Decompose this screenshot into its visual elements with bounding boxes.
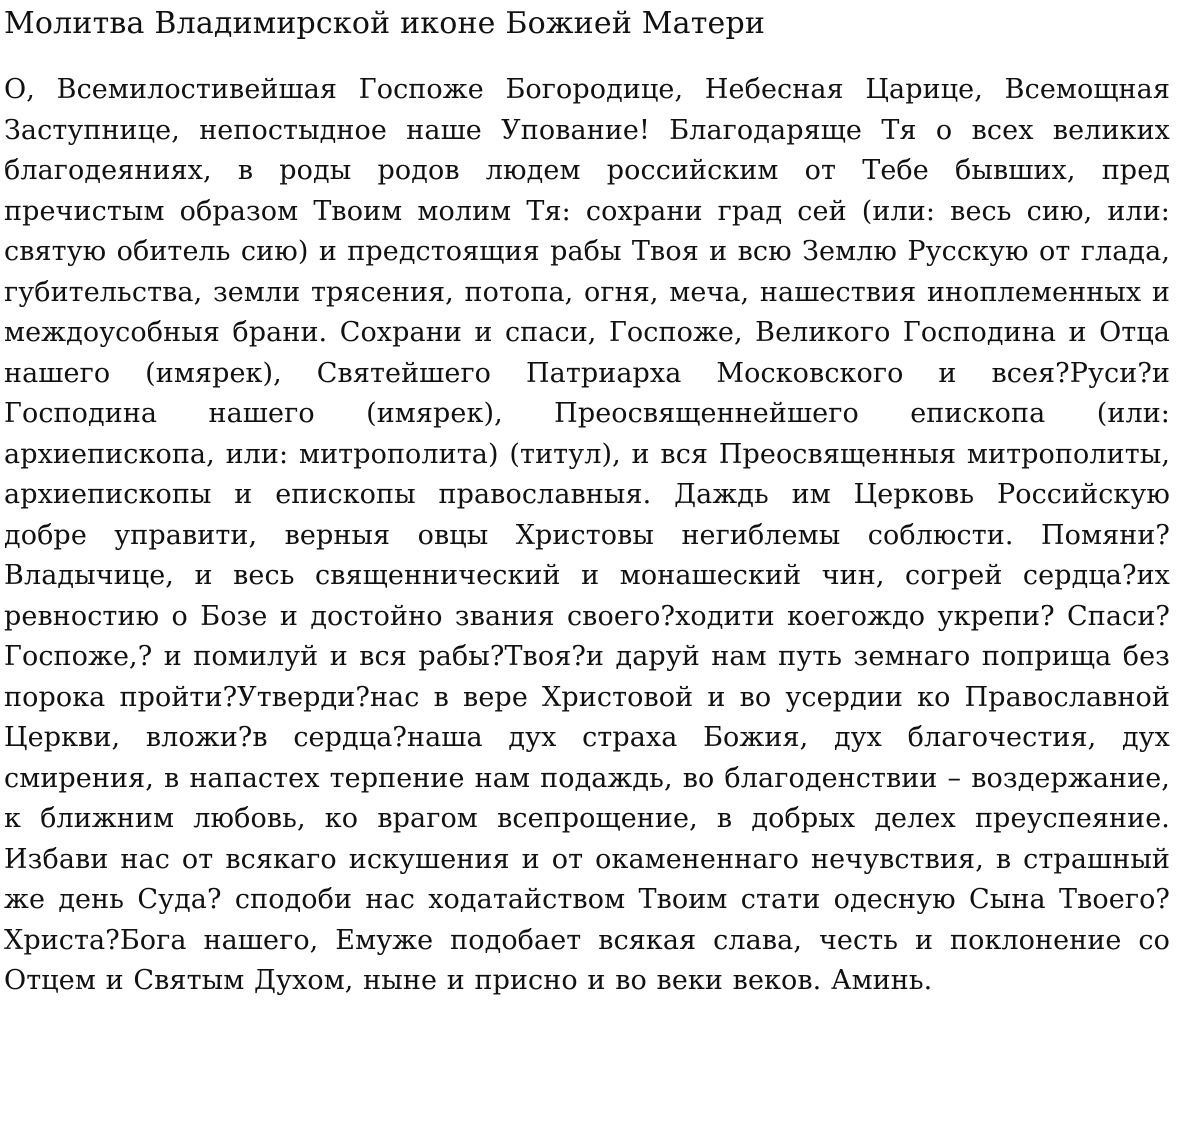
prayer-title: Молитва Владимирской иконе Божией Матери xyxy=(4,6,766,41)
prayer-body: О, Всемилостивейшая Госпоже Богородице, Небесная Царице, Всемощная Заступнице, непостыдное наше Упование! Благодаряще Тя о всех великих благодеяниях, в роды родов людем российским от Тебе бывших, пред пречистым образом Твоим молим Тя: сохрани град сей (или: весь сию, или: святую обитель сию) и предстоящия рабы Твоя и всю Землю Русскую от глада, губительства, земли трясения, потопа, огня, меча, нашествия иноплеменных и междоусобныя брани. Сохрани и спаси, Госпоже, Великого Господина и Отца нашего (имярек), Святейшего Патриарха Московского и всея?Руси?и Господина нашего (имярек), Преосвященнейшего епископа (или: архиепископа, или: митрополита) (титул), и вся Преосвященныя митрополиты, архиепископы и епископы православныя. Даждь им Церковь Российскую добре управити, верныя овцы Христовы негиблемы соблюсти. Помяни? Владычице, и весь священнический и монашеский чин, согрей сердца?их ревностию о Бозе и достойно звания своего?ходити коегождо укрепи? Спаси? Госпоже,? и помилуй и вся рабы?Твоя?и даруй нам путь земнаго поприща без порока пройти?Утверди?нас в вере Христовой и во усердии ко Православной Церкви, вложи?в сердца?наша дух страха Божия, дух благочестия, дух смирения, в напастех терпение нам подаждь, во благоденствии – воздержание, к ближним любовь, ко врагом всепрощение, в добрых делех преуспеяние. Избави нас от всякаго искушения и от окамененнаго нечувствия, в страшный же день Суда? сподоби нас ходатайством Твоим стати одесную Сына Твоего? Христа?Бога нашего, Емуже подобает всякая слава, честь и поклонение со Отцем и Святым Духом, ныне и присно и во веки веков. Аминь. xyxy=(4,74,1170,996)
